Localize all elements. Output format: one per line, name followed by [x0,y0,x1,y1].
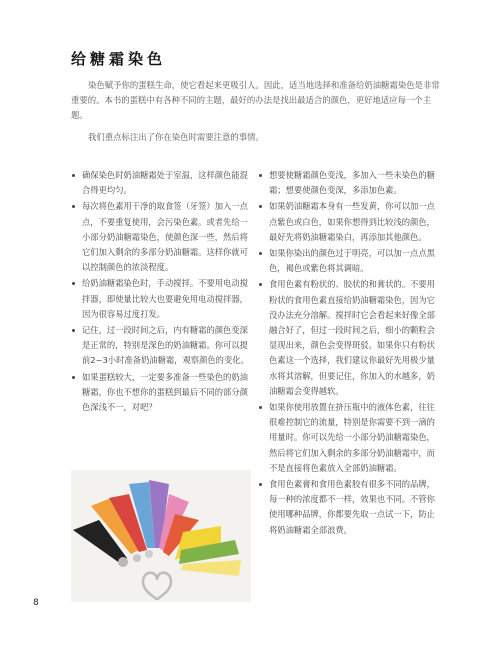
piping-bags-illustration [71,470,251,602]
bullet-dot-icon [72,329,75,332]
bullet-dot-icon [259,205,262,208]
bullet-text: 记住，过一段时间之后，内有糖霜的颜色变深是正常的，特别是深色的奶油糖霜。你可以提前2~3小时准备奶油糖霜，观察颜色的变化。 [82,325,249,366]
bullet-dot-icon [259,483,262,486]
piping-bags-photo [71,470,251,602]
bullet-text: 每次将色素用干净的取食签（牙签）加入一点点，不要重复使用，会污染色素。或者先给一小部分奶油糖霜染色，使颜色深一些，然后将它们加入剩余的多部分奶油糖霜。这样你就可以控制颜色的浓淡程度。 [82,201,248,273]
bullet-dot-icon [72,282,75,285]
bullet-item [71,276,251,322]
bullet-item [258,246,442,276]
bullet-text: 如果你使用放置在挤压瓶中的液体色素，往往很难控制它的流量，特别是你需要不到一滴的用量时。你可以先给一小部分奶油糖霜染色，然后将它们加入剩余的多部分奶油糖霜中，而不是直接将色素放入全部奶油糖霜。 [269,402,435,473]
bullet-dot-icon [72,174,75,177]
page-title: 给糖霜染色 [71,50,167,68]
bullet-text: 如果你染出的颜色过于明亮，可以加一点点黑色，褐色或紫色将其调暗。 [269,248,435,274]
bullet-dot-icon [259,283,262,286]
bullet-item [258,199,442,245]
bullet-text: 如果蛋糕较大，一定要多准备一些染色的奶油糖霜，你也不想你的蛋糕到最后不同的部分颜色深浅不一，对吧？ [82,371,248,413]
bullet-item [258,277,442,399]
bullet-item [71,370,251,416]
bullet-text: 给奶油糖霜染色时，手动搅拌。不要用电动搅拌器，即使量比较大也要避免用电动搅拌器，因为很容易过度打发。 [82,278,248,319]
bullet-text: 如果奶油糖霜本身有一些发黄，你可以加一点点紫色或白色，如果你想得到比较浅的颜色，最好先将奶油糖霜染白，再添加其他颜色。 [269,201,435,242]
bullet-text: 确保染色时奶油糖霜处于室温，这样颜色能混合得更均匀。 [82,170,248,196]
bullet-item [258,168,442,198]
bullet-item [258,400,442,476]
right-column [258,168,442,539]
bullet-dot-icon [72,205,75,208]
bullet-item [71,199,251,275]
bullet-dot-icon [259,406,262,409]
bullet-dot-icon [259,252,262,255]
bullet-text: 食用色素膏和食用色素胶有很多不同的品牌，每一种的浓度都不一样，效果也不同。不管你使用哪种品牌，你都要先取一点试一下，防止将奶油糖霜全部浪费。 [269,479,435,535]
page-number: 8 [33,598,39,608]
left-bullet-list [71,168,251,415]
intro-paragraph-2: 我们重点标注出了你在染色时需要注意的事情。 [88,131,264,142]
bullet-text: 食用色素有粉状的、胶状的和膏状的。不要用粉状的食用色素直接给奶油糖霜染色，因为它没办法充分溶解。搅拌时它会看起来好像全部融合好了，但过一段时间之后，细小的颗粒会显现出来，颜色会变得斑驳。如果你只有粉状色素这一个选择，我们建议你最好先用极少量水将其溶解，但要记住，你加入的水越多，奶油糖霜会变得越软。 [269,279,435,396]
bullet-item [71,323,251,369]
intro-text [71,78,443,151]
bullet-item [71,168,251,198]
bullet-dot-icon [72,376,75,379]
bullet-text: 想要使糖霜颜色变浅，多加入一些未染色的糖霜；想要使颜色变深，多添加色素。 [269,170,435,196]
bullet-dot-icon [259,174,262,177]
bullet-item [258,477,442,538]
intro-paragraph-1: 染色赋予你的蛋糕生命，使它看起来更吸引人。因此，适当地选择和准备给奶油糖霜染色是非常重要的。本书的蛋糕中有各种不同的主题，最好的办法是找出最适合的颜色，更好地适应每一个主题。 [71,80,440,121]
right-bullet-list [258,168,442,538]
left-column [71,168,251,416]
